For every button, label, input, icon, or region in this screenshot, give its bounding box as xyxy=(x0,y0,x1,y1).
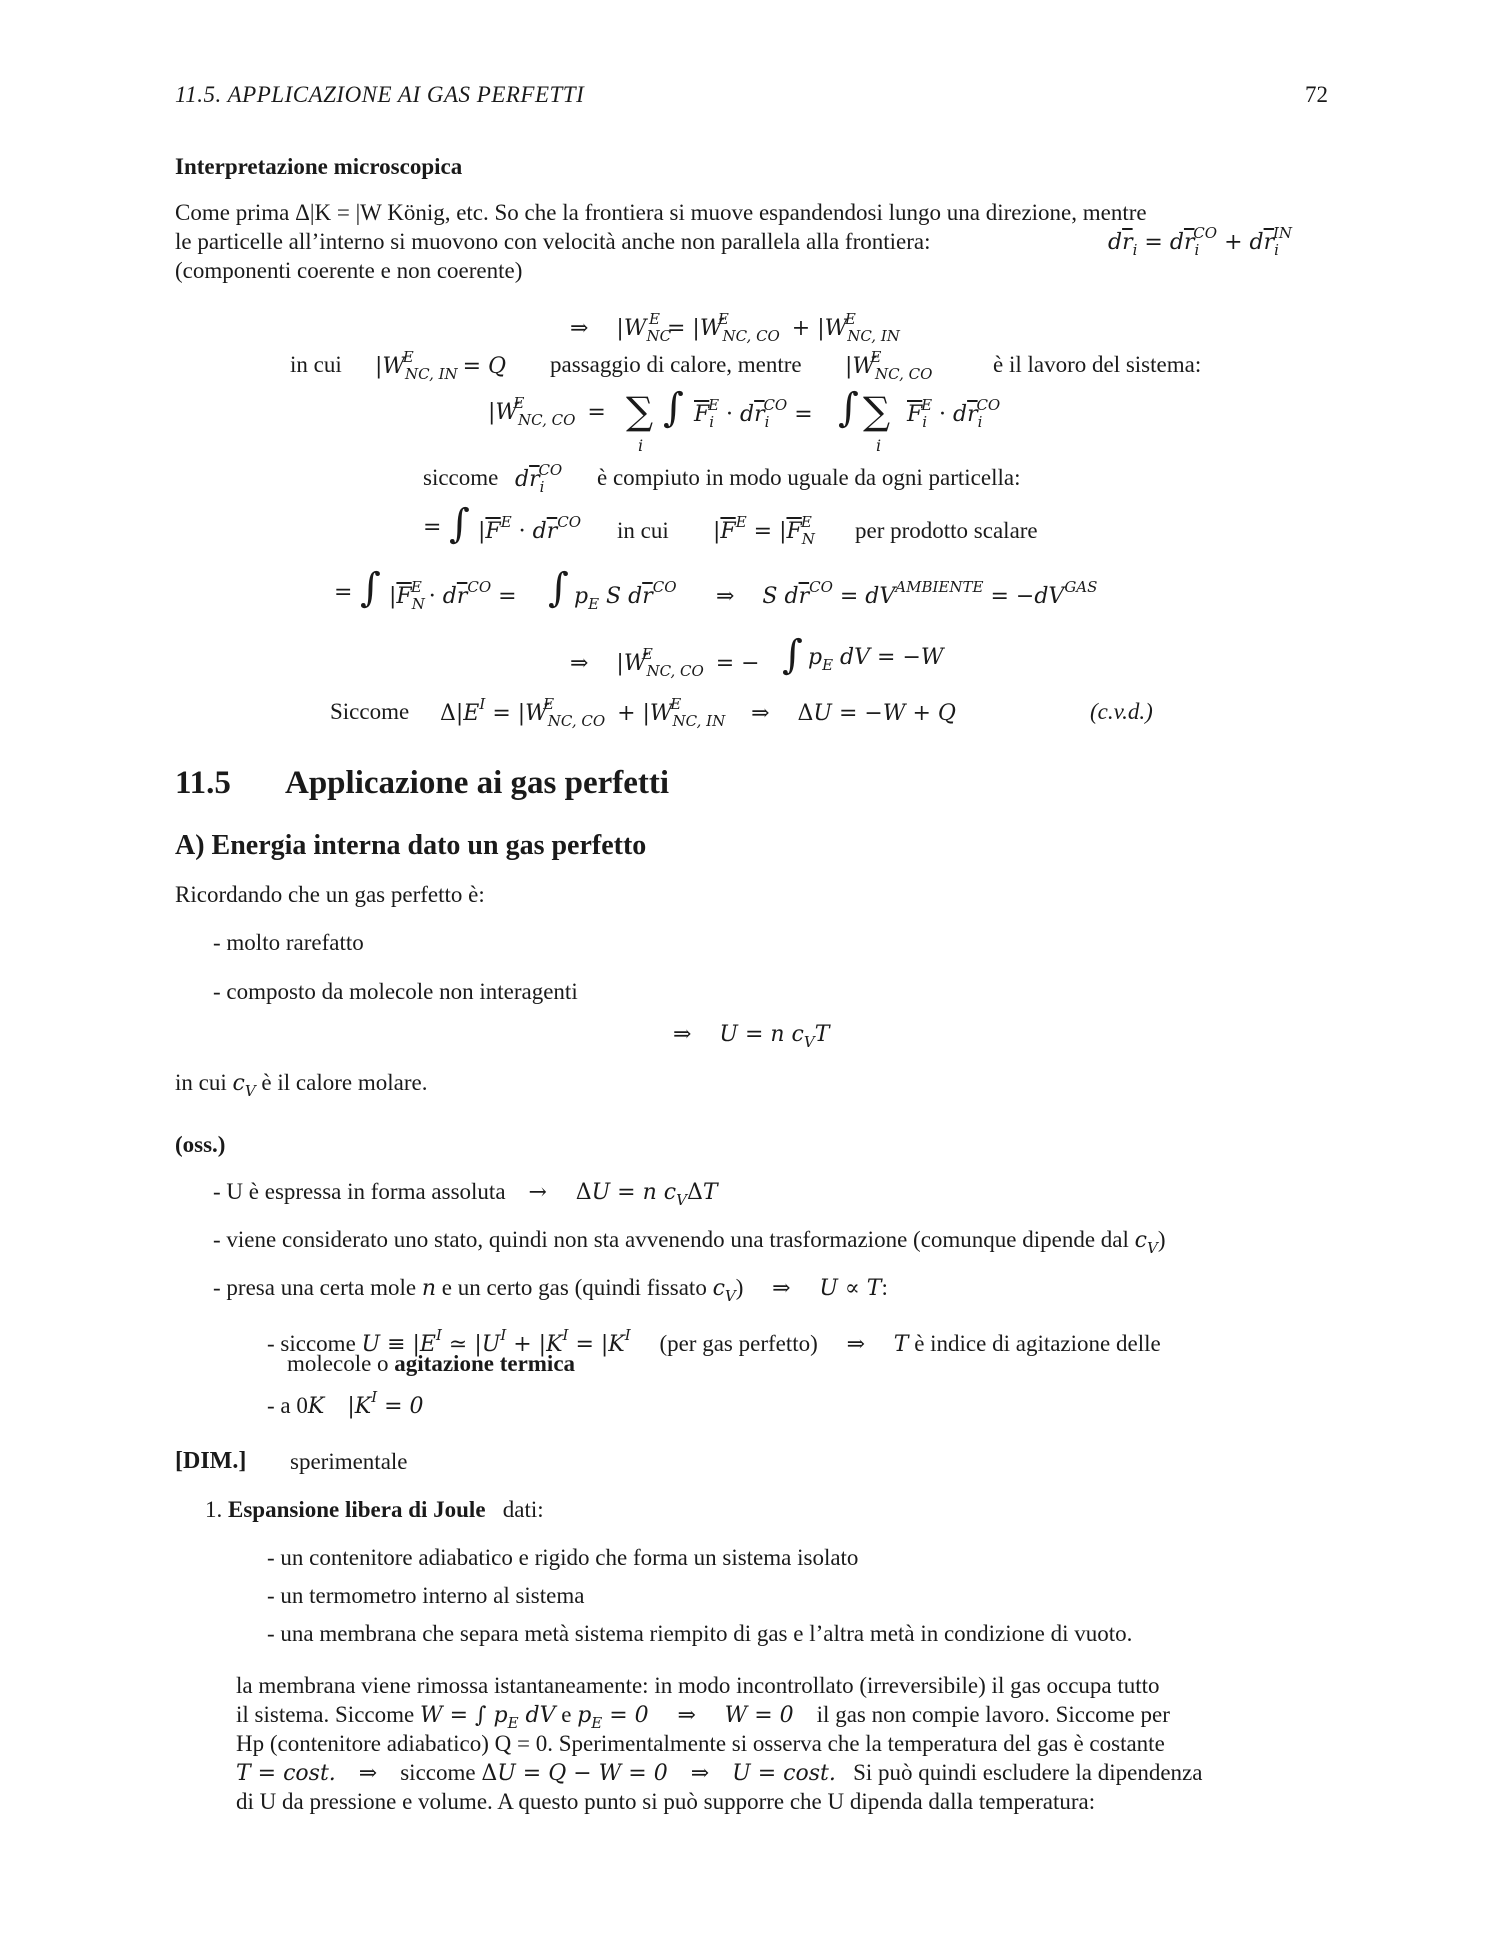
equation-F-dr-co: $|\overline{F}^E \cdot d\overline{r}^{CO}$ xyxy=(478,513,582,544)
sum-symbol-1: ∑ xyxy=(626,389,654,433)
page-number: 72 xyxy=(1305,82,1328,107)
integral-symbol-6: ∫ xyxy=(782,632,803,678)
equation-pe-dv-neg-w: $p_E$ dV = −W xyxy=(808,645,944,674)
equation-F-eq-FN: $|\overline{F}^E = |\overline{F}_N^E$ xyxy=(713,513,815,548)
dim-list-item-2: - un termometro interno al sistema xyxy=(267,1583,585,1608)
oss-subitem-1-line2: molecole o agitazione termica xyxy=(287,1351,576,1376)
integral-symbol-5: ∫ xyxy=(548,565,569,611)
dim-list-item-3: - una membrana che separa metà sistema riempito di gas e l’altra metà in condizione di vuoto. xyxy=(267,1621,1133,1646)
intro-item-2: - composto da molecole non interagenti xyxy=(213,979,578,1004)
dim-list-item-1: - un contenitore adiabatico e rigido che forma un sistema isolato xyxy=(267,1545,859,1570)
equation-w-co-sum-integral: $|W_{NC, CO}^E$ = xyxy=(488,394,606,429)
text-lavoro-sistema: è il lavoro del sistema: xyxy=(993,352,1202,377)
text-passaggio-calore: passaggio di calore, mentre xyxy=(550,352,802,377)
equation-force-dr-2: $\overline{F}_i^E \cdot d\overline{r}_i^{CO}$ xyxy=(907,396,1001,431)
dim-text: sperimentale xyxy=(290,1449,408,1474)
equation-w-co-neg-w: ⇒ $|W_{NC, CO}^E$ = − xyxy=(570,645,760,680)
micro-title: Interpretazione microscopica xyxy=(175,154,463,179)
dim-paragraph-line5: di U da pressione e volume. A questo punto si può supporre che U dipenda dalla temperatura: xyxy=(236,1789,1096,1814)
dim-paragraph-line3: Hp (contenitore adiabatico) Q = 0. Sperimentalmente si osserva che la temperatura del gas è costante xyxy=(236,1731,1165,1756)
dim-paragraph-line4: T = cost. ⇒ siccome ΔU = Q − W = 0 ⇒ U = cost. Si può quindi escludere la dipendenza xyxy=(236,1760,1203,1786)
section-title: Applicazione ai gas perfetti xyxy=(285,765,670,801)
micro-paragraph-line3: (componenti coerente e non coerente) xyxy=(175,258,523,283)
integral-symbol-4: ∫ xyxy=(360,565,381,611)
equation-w-in-q: $|W_{NC, IN}^E$ = Q xyxy=(375,348,507,383)
equation-force-dr-1: $\overline{F}_i^E \cdot d\overline{r}_i^{CO}$ = xyxy=(694,396,813,431)
subsection-title: A) Energia interna dato un gas perfetto xyxy=(175,830,647,861)
sum-index-1: i xyxy=(638,436,644,455)
section-number: 11.5 xyxy=(175,765,231,801)
sum-symbol-2: ∑ xyxy=(863,389,891,433)
oss-subitem-1: - siccome $U \equiv |E^I$ ≃ $|U^I + |K^I = |K^I$ (per gas perfetto) ⇒ T è indice di agitazione delle xyxy=(267,1326,1161,1357)
oss-item-3: - presa una certa mole n e un certo gas (quindi fissato $c_V$) ⇒ U ∝ T: xyxy=(213,1275,888,1305)
calore-line: in cui $c_V$ è il calore molare. xyxy=(175,1070,428,1100)
equation-dr-co: $d\overline{r}_i^{CO}$ xyxy=(515,461,563,496)
oss-item-2: - viene considerato uno stato, quindi non sta avvenendo una trasformazione (comunque dipende dal $c_V$) xyxy=(213,1227,1166,1257)
dim-item-1: 1. Espansione libera di Joule dati: xyxy=(205,1497,544,1522)
text-cvd: (c.v.d.) xyxy=(1090,699,1153,724)
text-siccome-2: Siccome xyxy=(330,699,410,724)
micro-paragraph-line2: le particelle all’interno si muovono con velocità anche non parallela alla frontiera: xyxy=(175,229,931,254)
integral-symbol-3: ∫ xyxy=(449,501,470,547)
intro-item-1: - molto rarefatto xyxy=(213,930,364,955)
text-siccome: siccome xyxy=(423,465,499,490)
text-in-cui-2: in cui xyxy=(617,518,669,543)
dim-paragraph-line2: il sistema. Siccome W = ∫ $p_E$ dV e $p_E = 0$ ⇒ W = 0 il gas non compie lavoro. Siccome per xyxy=(236,1702,1170,1732)
equation-dr-decomposition: $d\overline{r}_i = d\overline{r}_i^{CO} + d\overline{r}_i^{IN}$ xyxy=(1108,224,1292,259)
equation-u-ncvt: ⇒ U = n $c_VT$ xyxy=(673,1022,830,1051)
integral-symbol-2: ∫ xyxy=(838,385,859,431)
micro-paragraph-line1: Come prima Δ|K = |W König, etc. So che la frontiera si muove espandendosi lungo una direzione, mentre xyxy=(175,200,1147,225)
equation-work-split: ⇒ $|W_{NC}^E = |W_{NC, CO}^E$ + $|W_{NC, IN}^E$ xyxy=(570,310,900,345)
text-compiuto: è compiuto in modo uguale da ogni particella: xyxy=(597,465,1021,490)
text-prodotto-scalare: per prodotto scalare xyxy=(855,518,1038,543)
text-in-cui: in cui xyxy=(290,352,342,377)
running-header-title: 11.5. APPLICAZIONE AI GAS PERFETTI xyxy=(175,82,585,107)
equation-eq-sign-2: = xyxy=(334,580,353,605)
equation-s-dr-dv: ⇒ S $d\overline{r}^{CO} = dV^{AMBIENTE} = -dV^{GAS}$ xyxy=(716,578,1098,609)
equation-pe-s-dr: $p_E$ S $d\overline{r}^{CO}$ xyxy=(574,578,677,613)
oss-item-1: - U è espressa in forma assoluta → ΔU = n $c_V\Delta T$ xyxy=(213,1179,718,1209)
dim-paragraph-line1: la membrana viene rimossa istantaneamente: in modo incontrollato (irreversibile) il gas occupa tutto xyxy=(236,1673,1160,1698)
dim-label: [DIM.] xyxy=(175,1448,247,1474)
oss-subitem-2: - a 0K $|K^I = 0$ xyxy=(267,1388,424,1419)
intro-line: Ricordando che un gas perfetto è: xyxy=(175,882,485,907)
oss-label: (oss.) xyxy=(175,1132,226,1157)
integral-symbol-1: ∫ xyxy=(663,385,684,431)
equation-delta-u: $\Delta|E^I = |W_{NC, CO}^E$ + $|W_{NC, IN}^E$ ⇒ ΔU = −W + Q xyxy=(440,695,956,730)
sum-index-2: i xyxy=(876,436,882,455)
equation-FN-dr: $|\overline{F}_N^E \cdot d\overline{r}^{CO}$ = xyxy=(389,578,517,613)
equation-w-co: $|W_{NC, CO}^E$ xyxy=(845,348,933,383)
equation-eq-sign-1: = xyxy=(423,515,442,540)
